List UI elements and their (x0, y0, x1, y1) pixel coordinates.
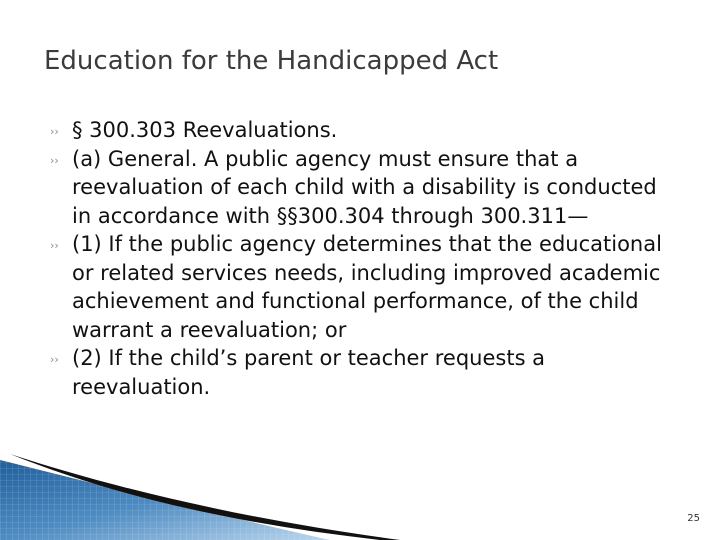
page-number: 25 (687, 513, 700, 524)
bullet-item (50, 344, 670, 401)
chevron-bullet-icon: ›› (50, 239, 59, 252)
bullet-text: (2) If the child’s parent or teacher requests a reevaluation. (72, 346, 546, 399)
chevron-bullet-icon: ›› (50, 153, 59, 167)
chevron-bullet-icon: ›› (50, 353, 59, 366)
bullet-item (50, 145, 670, 231)
chevron-bullet-icon: ›› (50, 125, 59, 138)
slide-title: Education for the Handicapped Act (44, 46, 499, 76)
bullet-text: (a) General. A public agency must ensure that a reevaluation of each child with a disability is conducted in accordance with §§300.304 through 300.311— (72, 146, 657, 228)
bullet-item (50, 230, 670, 344)
bullet-list (50, 116, 670, 401)
bullet-item (50, 116, 670, 145)
bullet-text: (1) If the public agency determines that the educational or related services needs, including improved academic achievement and functional performance, of the child warrant a reevaluation; or (72, 232, 662, 342)
bullet-text: § 300.303 Reevaluations. (72, 118, 338, 142)
decorative-swoosh (0, 450, 720, 540)
